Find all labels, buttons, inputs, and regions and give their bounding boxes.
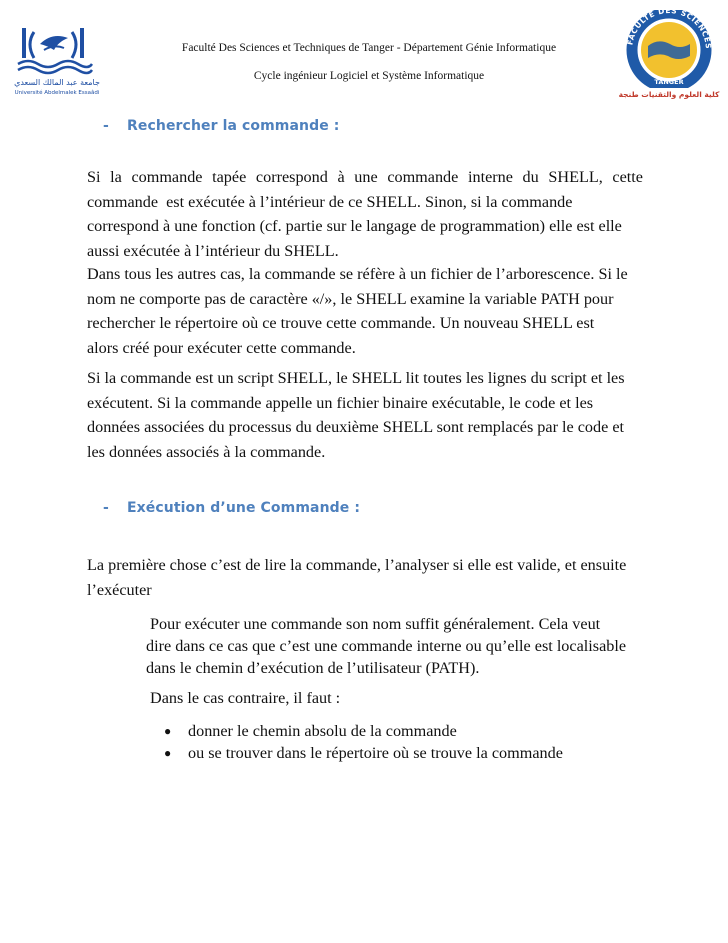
bullet-icon: ● [164, 724, 172, 738]
text-line: rechercher le répertoire où ce trouve cette commande. Un nouveau SHELL est [87, 314, 595, 332]
text-line: alors créé pour exécuter cette commande. [87, 338, 356, 357]
university-name-latin: Université Abdelmalek Essaâdi [14, 90, 100, 96]
list-item [164, 720, 563, 742]
section-heading-rechercher [103, 118, 340, 134]
faculty-logo [618, 10, 720, 102]
list-item-text: donner le chemin absolu de la commande [188, 722, 457, 740]
list-item-text: ou se trouver dans le répertoire où se trouve la commande [188, 744, 563, 762]
text-line: Pour exécuter une commande son nom suffit généralement. Cela veut [146, 615, 601, 633]
faculty-seal-icon [618, 10, 720, 88]
heading-dash: - [103, 500, 109, 516]
section-title: Rechercher la commande : [127, 118, 340, 134]
faculty-ring-text: FACULTÉ DES SCIENCES [625, 10, 714, 50]
faculty-name-arabic: كلية العلوم والتقنيات طنجة [618, 90, 720, 99]
bullet-icon: ● [164, 746, 172, 760]
list-item [164, 742, 563, 764]
text-line: La première chose c’est de lire la commande, l’analyser si elle est valide, et ensuite [87, 556, 627, 574]
university-logo [14, 24, 100, 104]
text-line: Dans tous les autres cas, la commande se réfère à un fichier de l’arborescence. Si le [87, 265, 628, 283]
faculty-city: TANGER [654, 78, 684, 86]
text-line: nom ne comporte pas de caractère «/», le SHELL examine la variable PATH pour [87, 289, 614, 308]
text-line: les données associés à la commande. [87, 442, 326, 461]
paragraph-interne [87, 165, 643, 263]
text-line: Si la commande tapée correspond à une commande interne du SHELL, cette [87, 168, 643, 186]
text-line: Si la commande est un script SHELL, le SHELL lit toutes les lignes du script et les [87, 369, 625, 387]
text-line: correspond à une fonction (cf. partie sur le langage de programmation) elle est elle [87, 217, 622, 235]
paragraph-arborescence [87, 262, 643, 360]
university-name-arabic: جامعة عبد المالك السعدي [14, 78, 100, 87]
section-title: Exécution d’une Commande : [127, 500, 361, 516]
text-line: Dans le cas contraire, il faut : [146, 689, 341, 707]
text-line: dans le chemin d’exécution de l’utilisateur (PATH). [146, 659, 480, 677]
paragraph-script [87, 366, 643, 464]
header-faculty-department: Faculté Des Sciences et Techniques de Tanger - Département Génie Informatique [181, 42, 557, 54]
paragraph-premiere-chose [87, 553, 643, 602]
header-program: Cycle ingénieur Logiciel et Système Informatique [253, 70, 485, 82]
paragraph-cas-contraire [146, 687, 646, 709]
heading-dash: - [103, 118, 109, 134]
section-heading-execution [103, 500, 360, 516]
text-line: aussi exécutée à l’intérieur du SHELL. [87, 241, 339, 260]
text-line: données associées du processus du deuxième SHELL sont remplacés par le code et [87, 418, 625, 436]
text-line: commande est exécutée à l’intérieur de ce SHELL. Sinon, si la commande [87, 192, 573, 211]
text-line: l’exécuter [87, 580, 152, 599]
bullet-list [164, 720, 563, 764]
text-line: exécutent. Si la commande appelle un fichier binaire exécutable, le code et les [87, 393, 594, 412]
paragraph-nom-suffit [146, 613, 646, 679]
text-line: dire dans ce cas que c’est une commande interne ou qu’elle est localisable [146, 637, 627, 655]
